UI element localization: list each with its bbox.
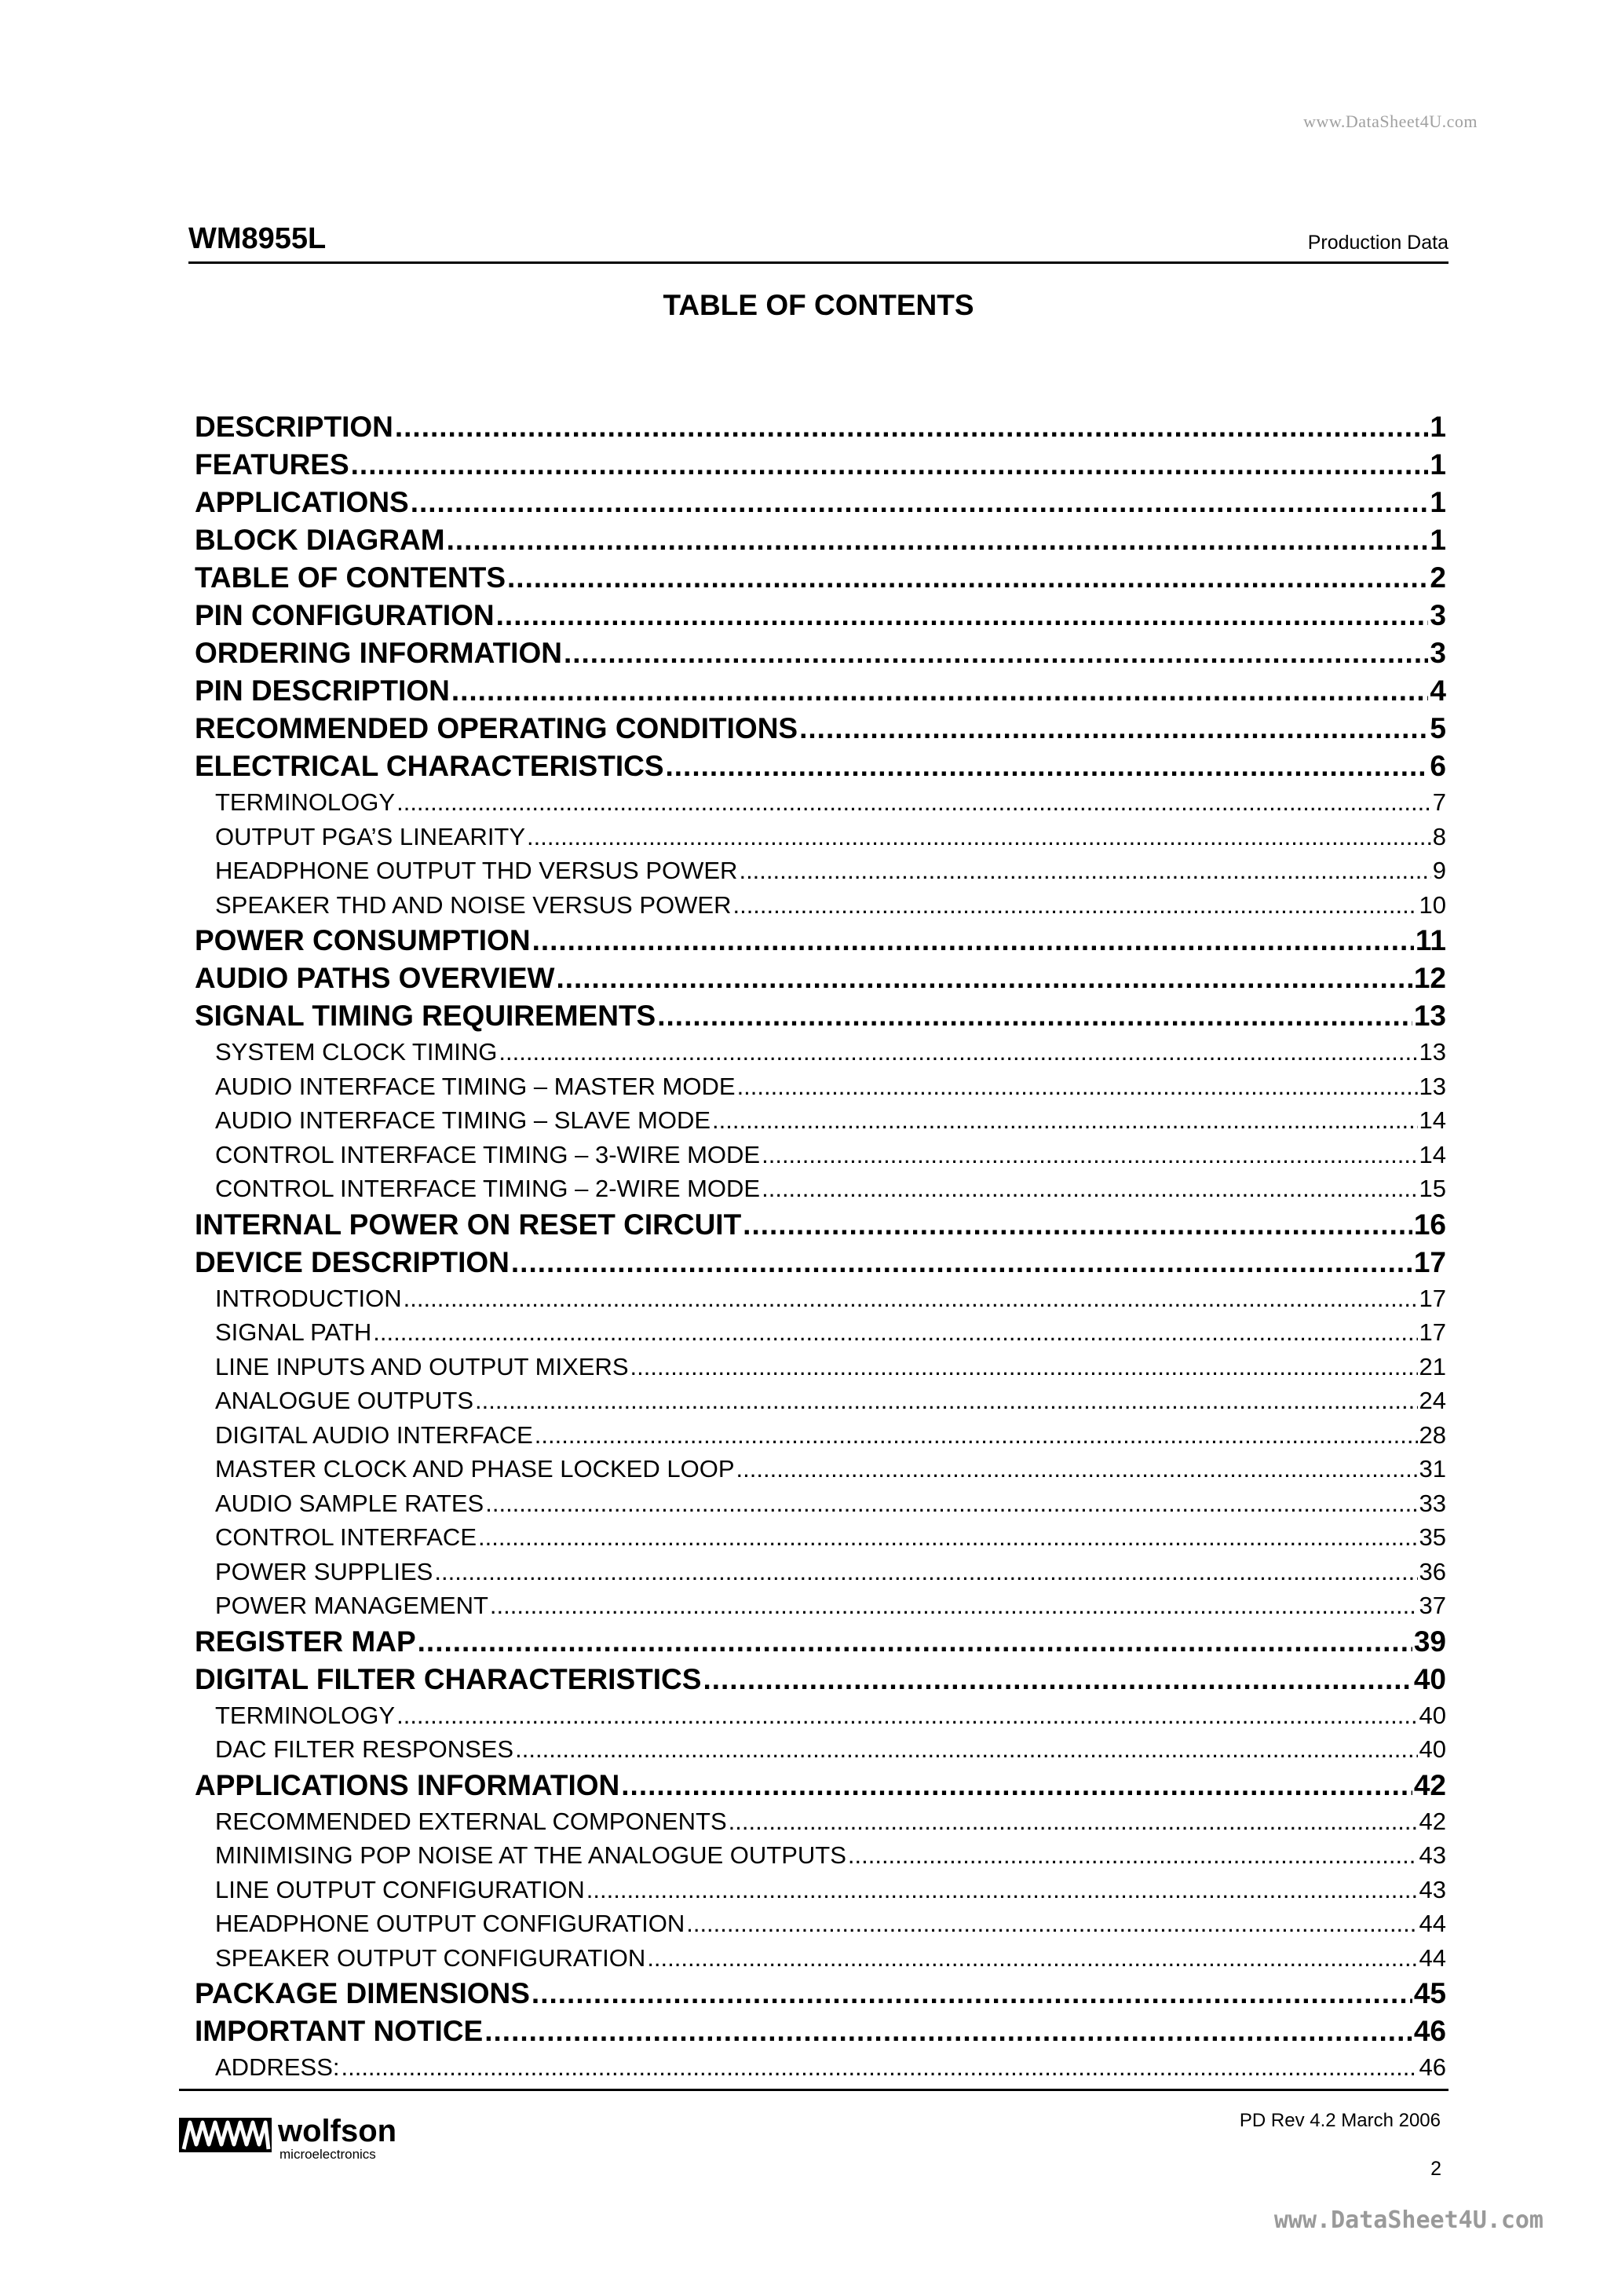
toc-entry-page: 12: [1413, 962, 1446, 994]
toc-leader-dots: [475, 1384, 1418, 1418]
table-of-contents: [195, 408, 1446, 2085]
toc-entry-page: 40: [1419, 1735, 1446, 1763]
toc-leader-dots: [418, 1623, 1412, 1661]
toc-entry-label: AUDIO PATHS OVERVIEW: [195, 962, 555, 994]
toc-entry-page: 13: [1419, 1038, 1446, 1066]
toc-leader-dots: [535, 1418, 1418, 1453]
toc-leader-dots: [729, 1804, 1418, 1839]
toc-entry: [195, 922, 1446, 960]
toc-entry: [195, 1975, 1446, 2013]
toc-entry-label: OUTPUT PGA’S LINEARITY: [215, 822, 526, 850]
toc-subentry: [195, 1350, 1446, 1384]
toc-entry: [195, 559, 1446, 597]
toc-entry-label: SIGNAL PATH: [215, 1318, 372, 1346]
toc-entry: [195, 1206, 1446, 1244]
toc-leader-dots: [395, 408, 1429, 446]
toc-leader-dots: [499, 1035, 1417, 1069]
toc-entry-label: AUDIO INTERFACE TIMING – MASTER MODE: [215, 1072, 736, 1100]
toc-entry-page: 1: [1430, 486, 1446, 518]
toc-leader-dots: [373, 1315, 1417, 1350]
toc-entry: [195, 1661, 1446, 1698]
toc-leader-dots: [351, 446, 1429, 484]
toc-subentry: [195, 1486, 1446, 1521]
toc-subentry: [195, 1698, 1446, 1733]
page-title: TABLE OF CONTENTS: [663, 289, 974, 321]
toc-leader-dots: [411, 484, 1429, 521]
page-footer: [179, 2089, 1448, 2162]
toc-entry-label: LINE OUTPUT CONFIGURATION: [215, 1875, 585, 1903]
toc-entry-label: ELECTRICAL CHARACTERISTICS: [195, 750, 664, 782]
toc-leader-dots: [396, 785, 1431, 820]
toc-entry-page: 28: [1419, 1420, 1446, 1449]
toc-entry: [195, 446, 1446, 484]
toc-entry-label: BLOCK DIAGRAM: [195, 524, 445, 556]
toc-leader-dots: [396, 1698, 1417, 1733]
toc-subentry: [195, 1520, 1446, 1555]
toc-entry-label: IMPORTANT NOTICE: [195, 2015, 484, 2047]
document-id: WM8955L: [188, 222, 327, 255]
toc-entry-label: PIN CONFIGURATION: [195, 599, 495, 631]
toc-entry-page: 1: [1430, 411, 1446, 443]
toc-entry: [195, 484, 1446, 521]
document-status: Production Data: [1307, 232, 1448, 254]
toc-leader-dots: [586, 1873, 1418, 1907]
toc-subentry: [195, 820, 1446, 854]
toc-entry-page: 44: [1419, 1943, 1446, 1972]
toc-subentry: [195, 1035, 1446, 1069]
toc-subentry: [195, 785, 1446, 820]
toc-entry-label: DESCRIPTION: [195, 411, 393, 443]
toc-entry-page: 13: [1413, 1000, 1446, 1032]
toc-leader-dots: [507, 559, 1428, 597]
toc-leader-dots: [762, 1172, 1417, 1206]
toc-subentry: [195, 1804, 1446, 1839]
toc-subentry: [195, 1838, 1446, 1873]
toc-entry-label: SPEAKER THD AND NOISE VERSUS POWER: [215, 890, 732, 919]
toc-leader-dots: [404, 1281, 1418, 1316]
toc-entry-label: AUDIO INTERFACE TIMING – SLAVE MODE: [215, 1106, 711, 1134]
toc-leader-dots: [478, 1520, 1418, 1555]
toc-leader-dots: [848, 1838, 1418, 1873]
toc-entry-page: 9: [1432, 857, 1446, 884]
toc-leader-dots: [515, 1732, 1417, 1767]
toc-subentry: [195, 1103, 1446, 1138]
toc-entry-page: 16: [1413, 1208, 1446, 1241]
toc-leader-dots: [657, 997, 1412, 1035]
toc-entry-page: 7: [1432, 788, 1446, 816]
toc-subentry: [195, 1873, 1446, 1907]
toc-entry-page: 14: [1419, 1106, 1446, 1134]
toc-entry-page: 33: [1419, 1489, 1446, 1517]
toc-entry-label: PACKAGE DIMENSIONS: [195, 1977, 530, 2009]
toc-leader-dots: [484, 2013, 1412, 2050]
toc-subentry: [195, 1281, 1446, 1316]
toc-subentry: [195, 1384, 1446, 1418]
toc-entry-label: CONTROL INTERFACE: [215, 1523, 477, 1551]
toc-entry-page: 11: [1415, 924, 1446, 956]
toc-entry-label: AUDIO SAMPLE RATES: [215, 1489, 484, 1517]
toc-entry-label: LINE INPUTS AND OUTPUT MIXERS: [215, 1352, 629, 1380]
toc-leader-dots: [490, 1589, 1418, 1623]
toc-entry-page: 36: [1419, 1557, 1446, 1585]
toc-entry-label: HEADPHONE OUTPUT THD VERSUS POWER: [215, 857, 738, 884]
toc-entry-label: POWER CONSUMPTION: [195, 924, 531, 956]
wolfson-logo: [179, 2108, 446, 2163]
toc-entry-label: ANALOGUE OUTPUTS: [215, 1387, 473, 1414]
toc-entry: [195, 748, 1446, 785]
toc-entry: [195, 521, 1446, 559]
toc-entry-page: 5: [1430, 712, 1446, 744]
toc-entry-label: CONTROL INTERFACE TIMING – 2-WIRE MODE: [215, 1175, 761, 1202]
toc-leader-dots: [511, 1244, 1412, 1281]
toc-entry-label: PIN DESCRIPTION: [195, 675, 450, 707]
toc-entry-page: 43: [1419, 1841, 1446, 1869]
toc-leader-dots: [762, 1138, 1417, 1172]
toc-entry-page: 21: [1419, 1352, 1446, 1380]
toc-entry-label: APPLICATIONS: [195, 486, 409, 518]
toc-entry: [195, 1244, 1446, 1281]
toc-leader-dots: [496, 597, 1429, 634]
toc-entry-page: 37: [1419, 1592, 1446, 1619]
toc-leader-dots: [447, 521, 1429, 559]
page-header: [188, 222, 1448, 264]
toc-entry: [195, 710, 1446, 748]
toc-entry-page: 3: [1430, 637, 1446, 669]
toc-entry-page: 46: [1419, 2053, 1446, 2081]
toc-leader-dots: [647, 1941, 1417, 1976]
toc-leader-dots: [737, 1069, 1418, 1104]
toc-entry-page: 17: [1413, 1245, 1446, 1278]
logo-subtitle: microelectronics: [279, 2147, 376, 2162]
toc-subentry: [195, 888, 1446, 923]
toc-entry-label: FEATURES: [195, 448, 349, 481]
toc-leader-dots: [739, 854, 1430, 888]
toc-subentry: [195, 1069, 1446, 1104]
toc-entry-page: 40: [1419, 1701, 1446, 1729]
toc-entry-page: 17: [1419, 1318, 1446, 1346]
toc-leader-dots: [630, 1350, 1418, 1384]
toc-entry: [195, 1767, 1446, 1804]
toc-leader-dots: [532, 1975, 1412, 2013]
toc-entry-label: DIGITAL FILTER CHARACTERISTICS: [195, 1662, 702, 1695]
toc-entry-page: 45: [1413, 1977, 1446, 2009]
toc-entry-label: TERMINOLOGY: [215, 1701, 396, 1729]
toc-entry-label: MASTER CLOCK AND PHASE LOCKED LOOP: [215, 1455, 735, 1483]
toc-entry-label: POWER MANAGEMENT: [215, 1592, 488, 1619]
toc-entry-label: TERMINOLOGY: [215, 788, 396, 816]
toc-entry-page: 6: [1430, 750, 1446, 782]
toc-entry-label: INTRODUCTION: [215, 1284, 402, 1312]
logo-wordmark: wolfson: [278, 2114, 397, 2148]
toc-entry-page: 24: [1419, 1387, 1446, 1414]
toc-entry: [195, 2013, 1446, 2050]
toc-entry-label: CONTROL INTERFACE TIMING – 3-WIRE MODE: [215, 1140, 761, 1168]
toc-leader-dots: [341, 2050, 1417, 2085]
toc-leader-dots: [736, 1452, 1418, 1486]
toc-entry-page: 35: [1419, 1523, 1446, 1551]
toc-entry-label: RECOMMENDED OPERATING CONDITIONS: [195, 712, 798, 744]
toc-entry: [195, 1623, 1446, 1661]
toc-entry-page: 31: [1419, 1455, 1446, 1483]
toc-subentry: [195, 1555, 1446, 1589]
toc-subentry: [195, 1907, 1446, 1941]
toc-entry-label: APPLICATIONS INFORMATION: [195, 1768, 620, 1801]
toc-leader-dots: [556, 960, 1412, 997]
toc-entry: [195, 997, 1446, 1035]
toc-leader-dots: [712, 1103, 1417, 1138]
toc-entry-label: REGISTER MAP: [195, 1625, 416, 1658]
toc-entry-page: 42: [1413, 1768, 1446, 1801]
toc-entry-page: 40: [1413, 1662, 1446, 1695]
toc-entry-label: HEADPHONE OUTPUT CONFIGURATION: [215, 1910, 685, 1937]
toc-entry-page: 3: [1430, 599, 1446, 631]
toc-entry-page: 1: [1430, 524, 1446, 556]
toc-entry-label: DEVICE DESCRIPTION: [195, 1245, 510, 1278]
toc-leader-dots: [564, 634, 1428, 672]
toc-leader-dots: [743, 1206, 1412, 1244]
toc-leader-dots: [527, 820, 1431, 854]
toc-entry-label: POWER SUPPLIES: [215, 1557, 433, 1585]
toc-entry-page: 13: [1419, 1072, 1446, 1100]
watermark-bottom: www.DataSheet4U.com: [1273, 2206, 1543, 2234]
toc-entry: [195, 960, 1446, 997]
toc-entry-page: 43: [1419, 1875, 1446, 1903]
toc-entry-page: 15: [1419, 1175, 1446, 1202]
toc-entry-label: SPEAKER OUTPUT CONFIGURATION: [215, 1943, 646, 1972]
toc-subentry: [195, 1138, 1446, 1172]
toc-leader-dots: [666, 748, 1429, 785]
toc-entry-label: ORDERING INFORMATION: [195, 637, 562, 669]
toc-leader-dots: [621, 1767, 1412, 1804]
toc-entry-page: 46: [1413, 2015, 1446, 2047]
toc-entry-label: MINIMISING POP NOISE AT THE ANALOGUE OUTPUTS: [215, 1841, 846, 1869]
toc-entry-page: 17: [1419, 1284, 1446, 1312]
toc-leader-dots: [686, 1907, 1417, 1941]
toc-entry-page: 42: [1419, 1807, 1446, 1835]
toc-subentry: [195, 1172, 1446, 1206]
toc-entry-label: SYSTEM CLOCK TIMING: [215, 1038, 498, 1066]
toc-subentry: [195, 2050, 1446, 2085]
toc-leader-dots: [703, 1661, 1412, 1698]
toc-subentry: [195, 1589, 1446, 1623]
toc-entry-label: INTERNAL POWER ON RESET CIRCUIT: [195, 1208, 742, 1241]
toc-entry: [195, 672, 1446, 710]
page-number: 2: [1430, 2158, 1441, 2180]
toc-subentry: [195, 1315, 1446, 1350]
toc-entry-page: 8: [1432, 822, 1446, 850]
toc-entry-label: RECOMMENDED EXTERNAL COMPONENTS: [215, 1807, 727, 1835]
toc-subentry: [195, 854, 1446, 888]
toc-entry-page: 44: [1419, 1910, 1446, 1937]
toc-entry-page: 1: [1430, 448, 1446, 481]
toc-entry: [195, 408, 1446, 446]
toc-entry-label: SIGNAL TIMING REQUIREMENTS: [195, 1000, 656, 1032]
toc-subentry: [195, 1418, 1446, 1453]
toc-entry-page: 14: [1419, 1140, 1446, 1168]
toc-entry-label: TABLE OF CONTENTS: [195, 561, 506, 594]
toc-entry-page: 2: [1430, 561, 1446, 594]
toc-entry: [195, 634, 1446, 672]
toc-entry-page: 10: [1419, 890, 1446, 919]
revision-info: PD Rev 4.2 March 2006: [1239, 2110, 1441, 2131]
toc-entry: [195, 597, 1446, 634]
toc-subentry: [195, 1452, 1446, 1486]
toc-entry-label: ADDRESS:: [215, 2053, 340, 2081]
toc-entry-page: 39: [1413, 1625, 1446, 1658]
toc-subentry: [195, 1941, 1446, 1976]
toc-leader-dots: [799, 710, 1428, 748]
toc-entry-label: DIGITAL AUDIO INTERFACE: [215, 1420, 533, 1449]
toc-entry-page: 4: [1430, 675, 1446, 707]
toc-leader-dots: [732, 888, 1417, 923]
watermark-top: www.DataSheet4U.com: [1303, 112, 1478, 131]
toc-leader-dots: [532, 922, 1414, 960]
toc-leader-dots: [434, 1555, 1417, 1589]
toc-leader-dots: [451, 672, 1429, 710]
toc-leader-dots: [485, 1486, 1417, 1521]
toc-subentry: [195, 1732, 1446, 1767]
toc-entry-label: DAC FILTER RESPONSES: [215, 1735, 514, 1763]
